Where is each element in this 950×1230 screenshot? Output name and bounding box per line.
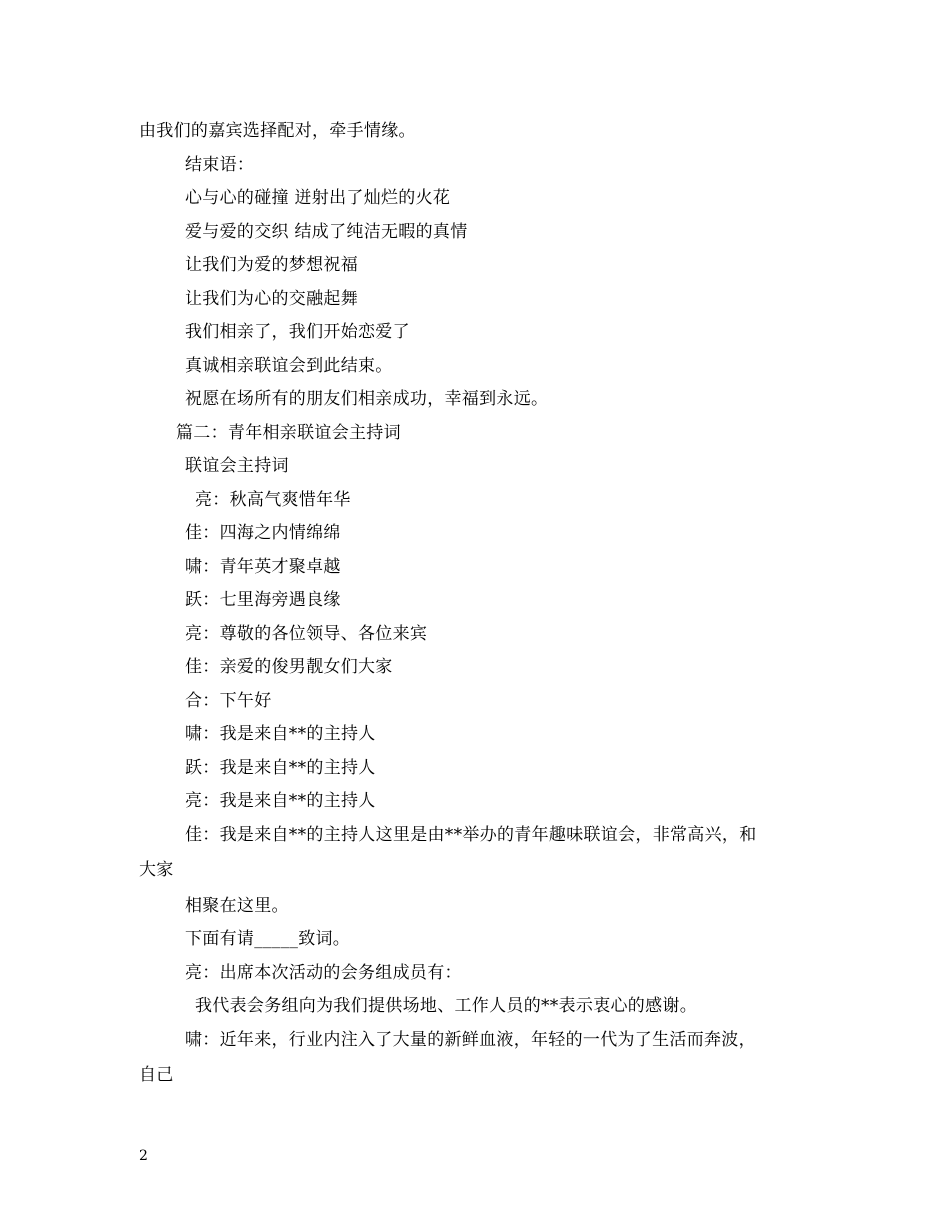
text-line: 真诚相亲联谊会到此结束。 (185, 356, 393, 376)
text-line: 由我们的嘉宾选择配对，牵手情缘。 (139, 121, 416, 141)
section-heading: 篇二：青年相亲联谊会主持词 (176, 423, 401, 443)
text-line: 自己 (139, 1065, 174, 1085)
text-line: 我们相亲了，我们开始恋爱了 (185, 322, 410, 342)
dialogue-line: 啸：青年英才聚卓越 (185, 557, 341, 577)
text-line: 心与心的碰撞 迸射出了灿烂的火花 (185, 188, 451, 208)
text-line: 下面有请_____致词。 (185, 929, 351, 949)
text-line: 我代表会务组向为我们提供场地、工作人员的**表示衷心的感谢。 (195, 996, 697, 1016)
text-line: 祝愿在场所有的朋友们相亲成功，幸福到永远。 (185, 389, 549, 409)
dialogue-line: 亮：出席本次活动的会务组成员有： (185, 963, 462, 983)
text-line: 让我们为心的交融起舞 (185, 289, 358, 309)
text-line: 让我们为爱的梦想祝福 (185, 255, 358, 275)
page-number: 2 (139, 1148, 148, 1164)
text-line: 大家 (139, 860, 174, 880)
text-line: 相聚在这里。 (185, 896, 289, 916)
subheading: 联谊会主持词 (185, 456, 289, 476)
dialogue-line: 合：下午好 (185, 691, 272, 711)
dialogue-line: 啸：我是来自**的主持人 (185, 724, 376, 744)
dialogue-line: 亮：秋高气爽惜年华 (195, 490, 351, 510)
dialogue-line: 啸：近年来，行业内注入了大量的新鲜血液，年轻的一代为了生活而奔波， (185, 1030, 756, 1050)
text-line: 爱与爱的交织 结成了纯洁无暇的真情 (185, 222, 468, 242)
section-heading: 结束语： (185, 155, 255, 175)
dialogue-line: 亮：尊敬的各位领导、各位来宾 (185, 624, 428, 644)
dialogue-line: 亮：我是来自**的主持人 (185, 791, 376, 811)
dialogue-line: 佳：亲爱的俊男靓女们大家 (185, 657, 393, 677)
dialogue-line: 跃：我是来自**的主持人 (185, 758, 376, 778)
dialogue-line: 佳：我是来自**的主持人这里是由**举办的青年趣味联谊会，非常高兴，和 (185, 825, 757, 845)
dialogue-line: 佳：四海之内情绵绵 (185, 523, 341, 543)
dialogue-line: 跃：七里海旁遇良缘 (185, 590, 341, 610)
